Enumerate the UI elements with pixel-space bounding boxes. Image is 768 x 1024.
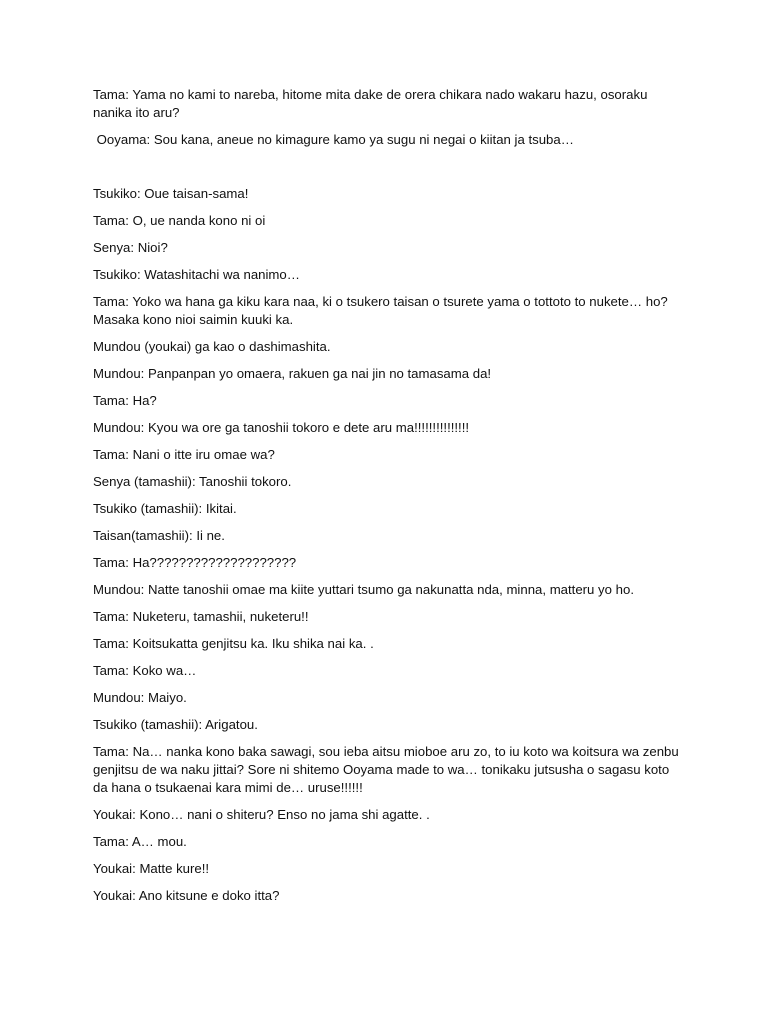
dialogue-line: Tama: O, ue nanda kono ni oi [93, 213, 266, 228]
dialogue-line: Tama: Nani o itte iru omae wa? [93, 447, 275, 462]
dialogue-line: Tama: Yama no kami to nareba, hitome mita dake de orera chikara nado wakaru hazu, osoraku nanika ito aru? [93, 87, 652, 120]
dialogue-line: Tama: Ha? [93, 393, 157, 408]
dialogue-line: Tama: Ha???????????????????? [93, 555, 297, 570]
dialogue-line: Tsukiko (tamashii): Arigatou. [93, 717, 258, 732]
dialogue-line: Tama: Nuketeru, tamashii, nuketeru!! [93, 609, 309, 624]
dialogue-line: Youkai: Matte kure!! [93, 861, 210, 876]
dialogue-line: Tsukiko: Watashitachi wa nanimo… [93, 267, 300, 282]
dialogue-line: Tama: Na… nanka kono baka sawagi, sou ieba aitsu mioboe aru zo, to iu koto wa koitsura wa zenbu genjitsu de wa naku jittai? Sore ni shitemo Ooyama made to wa… tonikaku jutsusha o sagasu koto da hana o tsukaenai kara mimi de… uruse!!!!!! [93, 744, 683, 795]
dialogue-line: Youkai: Ano kitsune e doko itta? [93, 888, 280, 903]
dialogue-line: Mundou: Natte tanoshii omae ma kiite yuttari tsumo ga nakunatta nda, minna, matteru yo ho. [93, 582, 634, 597]
dialogue-line: Mundou: Kyou wa ore ga tanoshii tokoro e dete aru ma!!!!!!!!!!!!!!! [93, 420, 470, 435]
dialogue-line: Tama: Koitsukatta genjitsu ka. Iku shika nai ka. . [93, 636, 374, 651]
dialogue-line: Taisan(tamashii): Ii ne. [93, 528, 225, 543]
dialogue-line: Mundou: Maiyo. [93, 690, 187, 705]
dialogue-line: Senya (tamashii): Tanoshii tokoro. [93, 474, 292, 489]
dialogue-line: Youkai: Kono… nani o shiteru? Enso no jama shi agatte. . [93, 807, 430, 822]
narration-line: Mundou (youkai) ga kao o dashimashita. [93, 339, 331, 354]
dialogue-line: Tsukiko (tamashii): Ikitai. [93, 501, 237, 516]
dialogue-line: Ooyama: Sou kana, aneue no kimagure kamo ya sugu ni negai o kiitan ja tsuba… [93, 132, 574, 147]
dialogue-line: Senya: Nioi? [93, 240, 168, 255]
dialogue-line: Tsukiko: Oue taisan-sama! [93, 186, 249, 201]
dialogue-line: Tama: Koko wa… [93, 663, 197, 678]
dialogue-line: Tama: A… mou. [93, 834, 187, 849]
dialogue-line: Tama: Yoko wa hana ga kiku kara naa, ki o tsukero taisan o tsurete yama o tottoto to nukete… ho? Masaka kono nioi saimin kuuki ka. [93, 294, 672, 327]
dialogue-line: Mundou: Panpanpan yo omaera, rakuen ga nai jin no tamasama da! [93, 366, 492, 381]
